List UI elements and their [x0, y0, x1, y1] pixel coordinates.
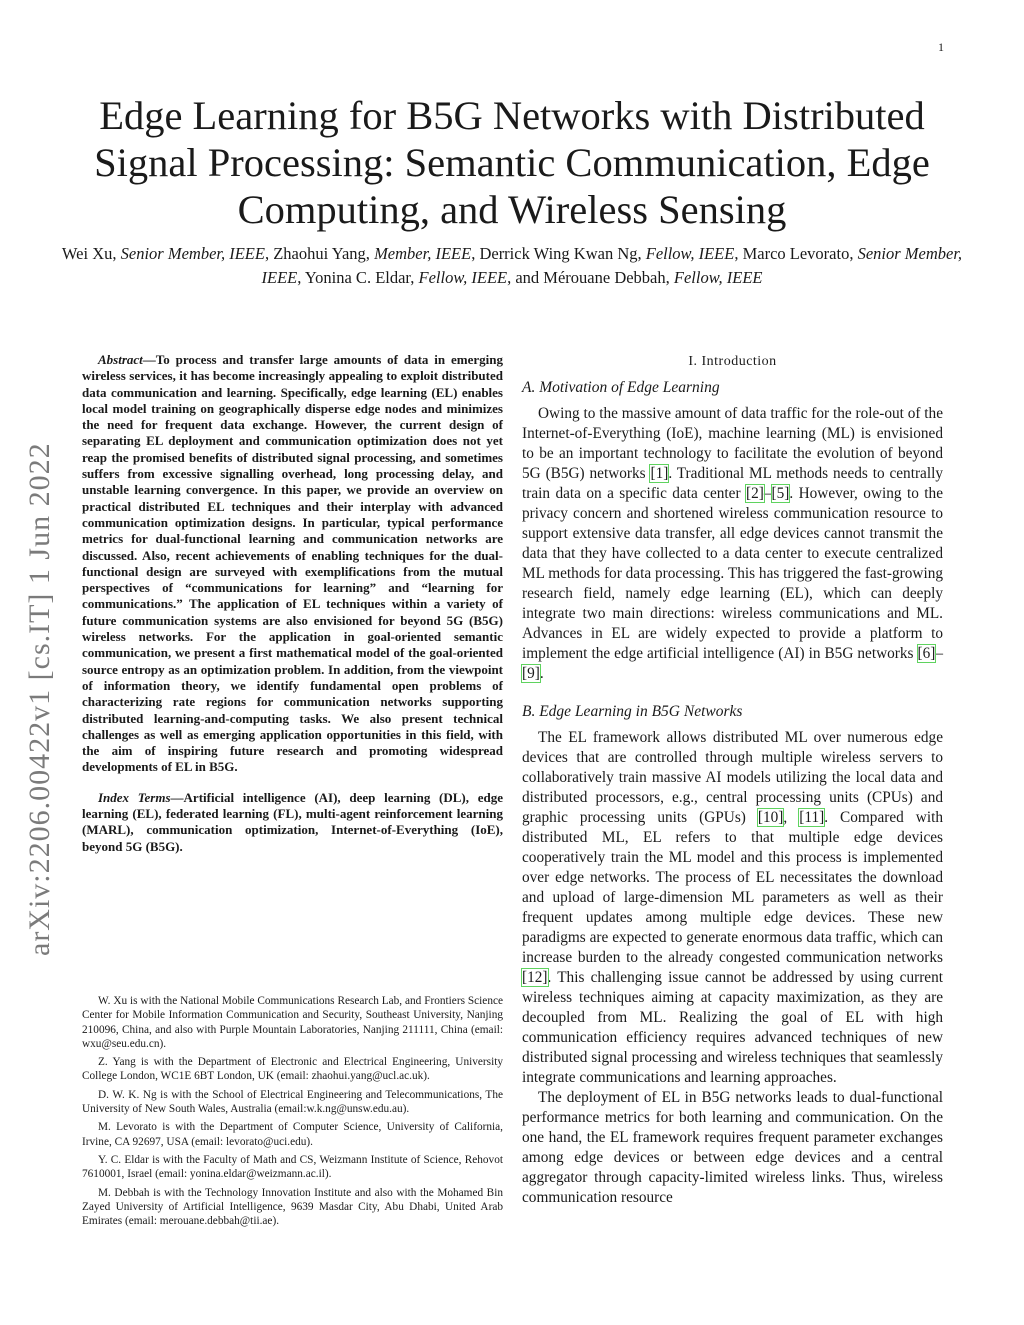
author-affiliation-role: Senior Member, IEEE	[261, 244, 963, 287]
author-name: , Zhaohui Yang,	[264, 244, 375, 263]
spacer	[522, 684, 943, 702]
text-run: ,	[783, 809, 800, 826]
right-column	[522, 352, 943, 1208]
paragraph	[522, 728, 943, 1088]
text-run: –	[763, 485, 772, 502]
arxiv-identifier: arXiv:2206.00422v1 [cs.IT] 1 Jun 2022	[23, 442, 56, 956]
paper-title: Edge Learning for B5G Networks with Distributed Signal Processing: Semantic Communication, Edge Computing, and Wireless Sensing	[94, 93, 930, 232]
abstract-text: —To process and transfer large amounts of data in emerging wireless services, it has become increasingly appealing to exploit distributed data communication and learning. Specifically, edge learning (EL) enables local model training on geographically disperse edge nodes and minimizes the need for frequent data exchange. However, the current design of separating EL deployment and communication optimization does not yet reap the promised benefits of distributed signal processing, and sometimes suffers from excessive signalling overhead, long processing delay, and unstable learning convergence. In this paper, we provide an overview on practical distributed EL techniques and their interplay with advanced communication optimization designs. In particular, typical performance metrics for dual-functional learning and communication networks are discussed. Also, recent achievements of enabling techniques for the dual-functional design are surveyed with exemplifications from the mutual perspectives of “communications for learning” and “learning for communications.” The application of EL techniques within a variety of future communication systems are also envisioned for beyond 5G (B5G) wireless networks. For the application in goal-oriented semantic communication, we present a first mathematical model of the goal-oriented source entropy as an optimization problem. In addition, from the viewpoint of information theory, we identify fundamental open problems of characterizing rate regions for communication networks supporting distributed learning-and-computing tasks. We also present technical challenges as well as emerging application opportunities in this field, with the aim of inspiring future research and promoting widespread developments of EL in B5G.	[82, 352, 503, 775]
citation-link[interactable]: [9]	[522, 665, 540, 682]
citation-link[interactable]: [6]	[917, 645, 936, 662]
section-heading: I. Introduction	[688, 354, 777, 369]
subsection-heading: A. Motivation of Edge Learning	[522, 379, 720, 396]
author-name: , Marco Levorato,	[734, 244, 858, 263]
text-run: . However, owing to the privacy concern and shortened wireless communication resource to support extensive data transfer, all edge devices cannot transmit the data that they have collected to a data center to execute centralized ML methods for data processing. This has triggered the fast-growing research field, namely edge learning (EL), which can deeply integrate two main directions: wireless communications and ML. Advances in EL are widely expected to provide a platform to implement the edge artificial intelligence (AI) in B5G networks	[522, 485, 943, 662]
author-affiliation-role: Member, IEEE	[374, 244, 472, 263]
footnote: Y. C. Eldar is with the Faculty of Math and CS, Weizmann Institute of Science, Rehovot 7610001, Israel (email: yonina.eldar@weizmann.ac.il).	[82, 1153, 503, 1181]
author-name: , Yonina C. Eldar,	[297, 268, 419, 287]
citation-link[interactable]: [5]	[771, 485, 790, 502]
author-list	[60, 242, 964, 290]
text-run: . Traditional ML methods needs to centrally train data on a specific data center	[522, 465, 943, 502]
left-column	[82, 352, 503, 855]
text-run: .	[539, 665, 544, 682]
footnote: W. Xu is with the National Mobile Communications Research Lab, and Frontiers Science Center for Mobile Information Communication and Security, Southeast University, Nanjing 210096, China, and also with Purple Mountain Laboratories, Nanjing 211111, China (email: wxu@seu.edu.cn).	[82, 995, 503, 1050]
index-terms	[82, 790, 503, 855]
abstract	[82, 352, 503, 776]
text-run: The EL framework allows distributed ML over numerous edge devices that are controlled through multiple wireless servers to collaboratively train massive AI models utilizing the local data and distributed processors, e.g., central processing units (CPUs) and graphic processing units (GPUs)	[522, 729, 943, 826]
author-affiliation-role: Fellow, IEEE	[645, 244, 735, 263]
footnote: M. Debbah is with the Technology Innovation Institute and also with the Mohamed Bin Zayed University of Artificial Intelligence, 9639 Masdar City, Abu Dhabi, United Arab Emirates (email: merouane.debbah@tii.ae).	[82, 1186, 503, 1228]
page-number: 1	[938, 40, 944, 54]
author-name: , Derrick Wing Kwan Ng,	[471, 244, 646, 263]
footnote: Z. Yang is with the Department of Electronic and Electrical Engineering, University College London, WC1E 6BT London, UK (email: zhaohui.yang@ucl.ac.uk).	[82, 1056, 503, 1083]
text-run: . This challenging issue cannot be addressed by using current wireless techniques aiming at capacity maximization, as they are decoupled from ML. Realizing the goal of EL with high communication efficiency requires advanced techniques of new distributed signal processing and wireless techniques that seamlessly integrate communications and learning approaches.	[522, 969, 944, 1086]
author-affiliation-role: Senior Member, IEEE	[120, 244, 265, 263]
citation-link[interactable]: [2]	[746, 485, 764, 502]
paragraph	[522, 404, 943, 684]
citation-link[interactable]: [10]	[757, 809, 784, 826]
abstract-label: Abstract	[98, 352, 143, 367]
author-affiliation-role: Fellow, IEEE	[418, 268, 508, 287]
index-terms-text: —Artificial intelligence (AI), deep learning (DL), edge learning (EL), federated learning (FL), multi-agent reinforcement learning (MARL), communication optimization, Internet-of-Everything (IoE), beyond 5G (B5G).	[82, 789, 503, 854]
author-name: , and Mérouane Debbah,	[507, 268, 674, 287]
footnote: D. W. K. Ng is with the School of Electrical Engineering and Telecommunications, The University of New South Wales, Australia (email:w.k.ng@unsw.edu.au).	[82, 1088, 503, 1116]
index-terms-label: Index Terms	[98, 789, 171, 805]
citation-link[interactable]: [1]	[650, 465, 669, 482]
citation-link[interactable]: [12]	[522, 969, 548, 986]
footnote: M. Levorato is with the Department of Computer Science, University of California, Irvine, CA 92697, USA (email: levorato@uci.edu).	[82, 1121, 503, 1148]
subsection-heading: B. Edge Learning in B5G Networks	[522, 703, 743, 720]
citation-link[interactable]: [11]	[799, 809, 825, 826]
text-run: Owing to the massive amount of data traffic for the role-out of the Internet-of-Everything (IoE), machine learning (ML) is envisioned to be an important technology to facilitate the evolution of beyond 5G (B5G) networks	[522, 405, 943, 482]
paragraph: The deployment of EL in B5G networks leads to dual-functional performance metrics for both learning and communication. On the one hand, the EL framework requires frequent parameter exchanges among edge devices or between edge devices and a central aggregator through capacity-limited wireless links. Thus, wireless communication resource	[522, 1089, 943, 1206]
text-run: . Compared with distributed ML, EL refers to that multiple edge devices cooperatively train the ML model and this process is implemented over edge networks. The process of EL necessitates the download and upload of large-dimension ML parameters as well as their frequent updates among multiple edge devices. These new paradigms are expected to generate enormous data traffic, which can increase burden to the already congested communication networks	[522, 809, 943, 966]
text-run: –	[935, 645, 943, 662]
author-affiliation-role: Fellow, IEEE	[673, 268, 763, 287]
author-name: Wei Xu,	[61, 244, 121, 263]
author-footnotes	[82, 994, 503, 1232]
